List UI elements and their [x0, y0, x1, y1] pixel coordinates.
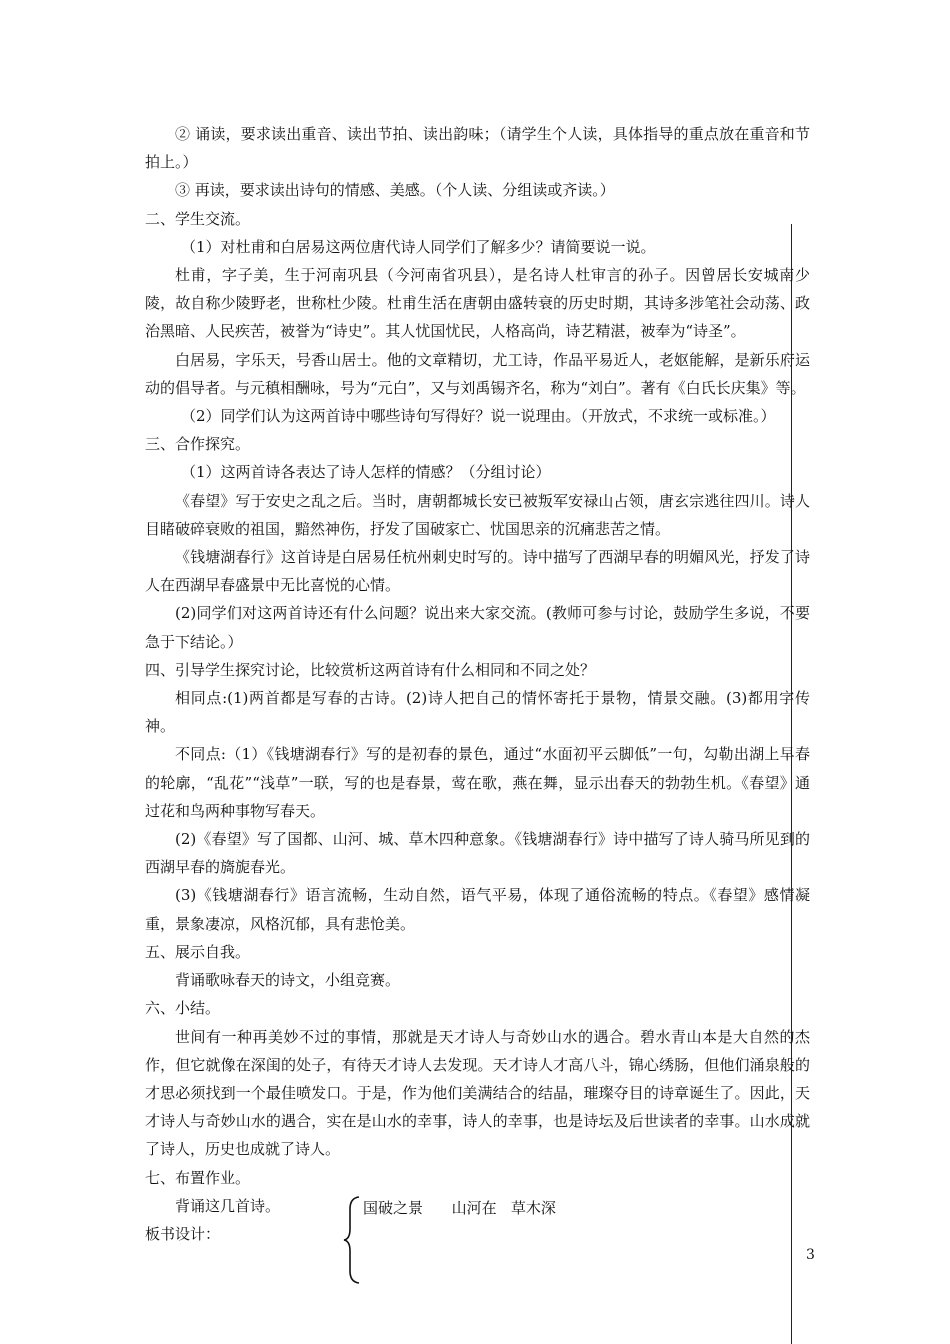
paragraph: 相同点:(1)两首都是写春的古诗。(2)诗人把自己的情怀寄托于景物，情景交融。(3)都用字传神。 — [145, 689, 810, 736]
section-heading: 二、学生交流。 — [145, 209, 251, 228]
lesson-body — [145, 120, 810, 1248]
paragraph: 背诵歌咏春天的诗文，小组竞赛。 — [175, 971, 401, 990]
blackboard-design — [343, 1195, 643, 1285]
left-brace-icon — [343, 1195, 363, 1285]
paragraph: （1）这两首诗各表达了诗人怎样的情感？（分组讨论） — [181, 463, 551, 482]
paragraph: (2)《春望》写了国都、山河、城、草木四种意象。《钱塘湖春行》诗中描写了诗人骑马所见到的西湖早春的旖旎春光。 — [145, 830, 810, 877]
paragraph: (3)《钱塘湖春行》语言流畅，生动自然，语气平易，体现了通俗流畅的特点。《春望》感情凝重，景象凄凉，风格沉郁，具有悲怆美。 — [145, 886, 810, 933]
section-heading: 板书设计： — [145, 1224, 221, 1243]
board-line: 国破之景 山河在 草木深 — [363, 1199, 556, 1217]
paragraph: ② 诵读，要求读出重音、读出节拍、读出韵味；（请学生个人读，具体指导的重点放在重音和节拍上。） — [145, 125, 810, 172]
paragraph: （2）同学们认为这两首诗中哪些诗句写得好？说一说理由。（开放式，不求统一或标准。） — [181, 407, 776, 426]
section-heading: 四、引导学生探究讨论，比较赏析这两首诗有什么相同和不同之处？ — [145, 660, 596, 679]
page-number: 3 — [806, 1247, 815, 1263]
paragraph: 杜甫，字子美，生于河南巩县（今河南省巩县），是名诗人杜审言的孙子。因曾居长安城南少陵，故自称少陵野老，世称杜少陵。杜甫生活在唐朝由盛转衰的历史时期，其诗多涉笔社会动荡、政治黑暗、人民疾苦，被誉为“诗史”。其人忧国忧民，人格高尚，诗艺精湛，被奉为“诗圣”。 — [145, 266, 810, 341]
paragraph: 世间有一种再美妙不过的事情，那就是天才诗人与奇妙山水的遇合。碧水青山本是大自然的杰作，但它就像在深闺的处子，有待天才诗人去发现。天才诗人才高八斗，锦心绣肠，但他们涌泉般的才思必须找到一个最佳喷发口。于是，作为他们美满结合的结晶，璀璨夺目的诗章诞生了。因此，天才诗人与奇妙山水的遇合，实在是山水的幸事，诗人的幸事，也是诗坛及后世读者的幸事。山水成就了诗人，历史也成就了诗人。 — [145, 1027, 810, 1159]
paragraph: （1）对杜甫和白居易这两位唐代诗人同学们了解多少？请简要说一说。 — [181, 237, 656, 256]
section-heading: 七、布置作业。 — [145, 1168, 251, 1187]
section-heading: 三、合作探究。 — [145, 435, 251, 454]
paragraph: ③ 再读，要求读出诗句的情感、美感。（个人读、分组读或齐读。） — [175, 181, 615, 200]
section-heading: 六、小结。 — [145, 999, 221, 1018]
paragraph: (2)同学们对这两首诗还有什么问题？说出来大家交流。(教师可参与讨论，鼓励学生多说，不要急于下结论。） — [145, 604, 810, 651]
section-heading: 五、展示自我。 — [145, 942, 251, 961]
paragraph: 《春望》写于安史之乱之后。当时，唐朝都城长安已被叛军安禄山占领，唐玄宗逃往四川。诗人目睹破碎衰败的祖国，黯然神伤，抒发了国破家亡、忧国思亲的沉痛悲苦之情。 — [145, 491, 810, 538]
paragraph: 《钱塘湖春行》这首诗是白居易任杭州刺史时写的。诗中描写了西湖早春的明媚风光，抒发了诗人在西湖早春盛景中无比喜悦的心情。 — [145, 548, 810, 595]
paragraph: 背诵这几首诗。 — [175, 1196, 281, 1215]
paragraph: 不同点:（1）《钱塘湖春行》写的是初春的景色，通过“水面初平云脚低”一句，勾勒出湖上早春的轮廓，“乱花”“浅草”一联，写的也是春景，莺在歌，燕在舞，显示出春天的勃勃生机。《春望》通过花和鸟两种事物写春天。 — [145, 745, 810, 820]
paragraph: 白居易，字乐天，号香山居士。他的文章精切，尤工诗，作品平易近人，老妪能解，是新乐府运动的倡导者。与元稹相酬咏，号为“元白”，又与刘禹锡齐名，称为“刘白”。著有《白氏长庆集》等。 — [145, 350, 810, 397]
